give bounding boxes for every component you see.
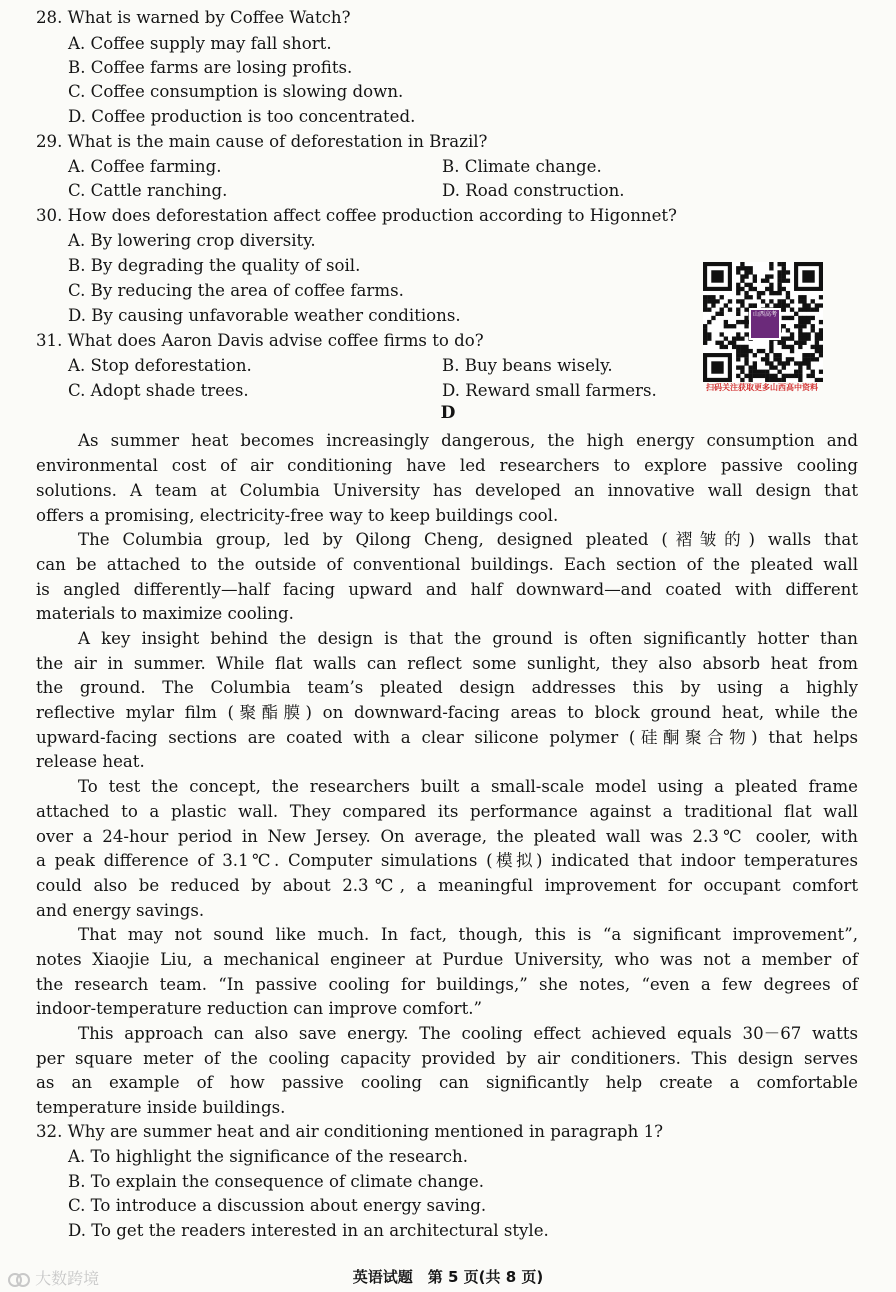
passage-line: as an example of how passive cooling can significantly help create a comfortable <box>36 1073 858 1092</box>
question-29-option-d: D. Road construction. <box>442 181 625 200</box>
passage-line: A key insight behind the design is that the ground is often significantly hotter than <box>78 629 858 648</box>
question-30-option-a: A. By lowering crop diversity. <box>68 231 316 250</box>
passage-line: offers a promising, electricity-free way to keep buildings cool. <box>36 506 559 525</box>
passage-line: To test the concept, the researchers built a small-scale model using a pleated frame <box>78 777 858 796</box>
passage-line: release heat. <box>36 752 145 771</box>
question-28-option-d: D. Coffee production is too concentrated. <box>68 107 416 126</box>
question-32-option-b: B. To explain the consequence of climate change. <box>68 1172 485 1191</box>
passage-line: materials to maximize cooling. <box>36 604 294 623</box>
question-30-option-b: B. By degrading the quality of soil. <box>68 256 361 275</box>
question-30-option-c: C. By reducing the area of coffee farms. <box>68 281 404 300</box>
passage-line: This approach can also save energy. The cooling effect achieved equals 30－67 watts <box>78 1024 858 1043</box>
passage-line: environmental cost of air conditioning have led researchers to explore passive cooling <box>36 456 858 475</box>
passage-line: solutions. A team at Columbia University has developed an innovative wall design that <box>36 481 858 500</box>
qr-caption: 扫码关注获取更多山西高中资料 <box>706 383 818 392</box>
passage-line: reflective mylar film (聚酯膜) on downward-facing areas to block ground heat, while the <box>36 703 858 722</box>
passage-line: notes Xiaojie Liu, a mechanical engineer at Purdue University, who was not a member of <box>36 950 858 969</box>
passage-line: That may not sound like much. In fact, though, this is “a significant improvement”, <box>78 925 858 944</box>
question-31-option-b: B. Buy beans wisely. <box>442 356 613 375</box>
qr-center-logo: 山西高考 <box>749 308 781 340</box>
passage-line: temperature inside buildings. <box>36 1098 286 1117</box>
question-28-option-a: A. Coffee supply may fall short. <box>68 34 332 53</box>
passage-line: could also be reduced by about 2.3℃, a meaningful improvement for occupant comfort <box>36 876 858 895</box>
question-28-stem: 28. What is warned by Coffee Watch? <box>36 8 351 27</box>
section-label: D <box>440 403 456 423</box>
question-28-option-c: C. Coffee consumption is slowing down. <box>68 82 404 101</box>
passage-line: The Columbia group, led by Qilong Cheng, designed pleated (褶皱的) walls that <box>78 530 858 549</box>
passage-line: indoor-temperature reduction can improve comfort.” <box>36 999 483 1018</box>
passage-line: can be attached to the outside of conventional buildings. Each section of the pleated wall <box>36 555 858 574</box>
passage-line: is angled differently—half facing upward and half downward—and coated with different <box>36 580 858 599</box>
passage-line: the ground. The Columbia team’s pleated design addresses this by using a highly <box>36 678 858 697</box>
passage-line: the research team. “In passive cooling for buildings,” she notes, “even a few degrees of <box>36 975 858 994</box>
passage-line: over a 24-hour period in New Jersey. On average, the pleated wall was 2.3℃ cooler, with <box>36 827 858 846</box>
question-31-stem: 31. What does Aaron Davis advise coffee firms to do? <box>36 331 484 350</box>
question-30-stem: 30. How does deforestation affect coffee production according to Higonnet? <box>36 206 677 225</box>
passage-line: the air in summer. While flat walls can reflect some sunlight, they also absorb heat from <box>36 654 858 673</box>
question-31-option-c: C. Adopt shade trees. <box>68 381 249 400</box>
passage-line: attached to a plastic wall. They compared its performance against a traditional flat wall <box>36 802 858 821</box>
passage-line: As summer heat becomes increasingly dangerous, the high energy consumption and <box>78 431 858 450</box>
question-32-stem: 32. Why are summer heat and air conditioning mentioned in paragraph 1? <box>36 1122 664 1141</box>
qr-code[interactable] <box>703 262 823 382</box>
passage-line: and energy savings. <box>36 901 205 920</box>
question-29-option-b: B. Climate change. <box>442 157 602 176</box>
passage-line: upward-facing sections are coated with a clear silicone polymer (硅酮聚合物) that helps <box>36 728 858 747</box>
question-32-option-d: D. To get the readers interested in an architectural style. <box>68 1221 549 1240</box>
question-28-option-b: B. Coffee farms are losing profits. <box>68 58 353 77</box>
question-32-option-a: A. To highlight the significance of the research. <box>68 1147 468 1166</box>
passage-line: per square meter of the cooling capacity provided by air conditioners. This design serves <box>36 1049 858 1068</box>
page-footer: 英语试题 第 5 页(共 8 页) <box>352 1268 544 1286</box>
question-31-option-d: D. Reward small farmers. <box>442 381 657 400</box>
question-30-option-d: D. By causing unfavorable weather conditions. <box>68 306 461 325</box>
question-31-option-a: A. Stop deforestation. <box>68 356 252 375</box>
passage-line: a peak difference of 3.1℃. Computer simulations (模拟) indicated that indoor temperatures <box>36 851 858 870</box>
question-29-stem: 29. What is the main cause of deforestation in Brazil? <box>36 132 488 151</box>
question-29-option-c: C. Cattle ranching. <box>68 181 228 200</box>
question-32-option-c: C. To introduce a discussion about energy saving. <box>68 1196 487 1215</box>
question-29-option-a: A. Coffee farming. <box>68 157 222 176</box>
watermark-text: 大数跨境 <box>35 1269 100 1288</box>
